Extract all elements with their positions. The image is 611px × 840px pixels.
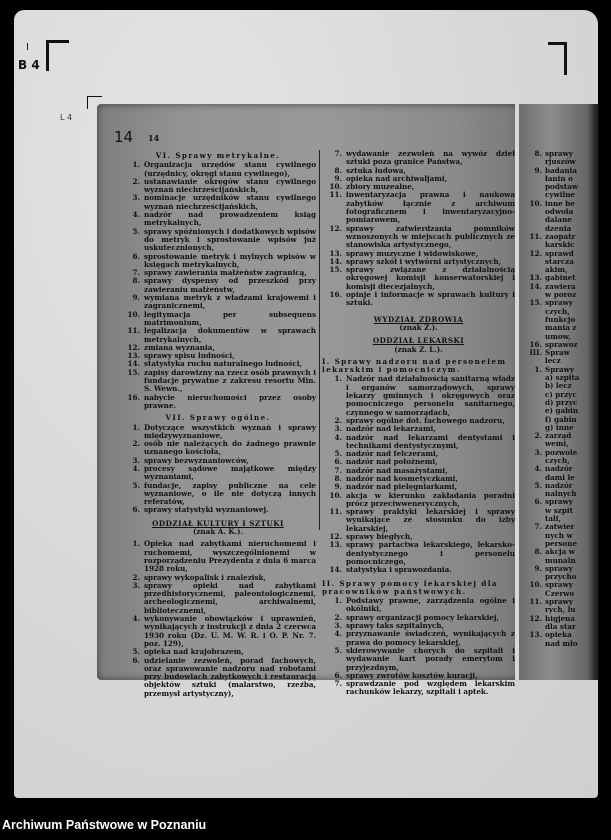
item-text: Spraw xyxy=(545,348,570,358)
list-item xyxy=(120,277,316,294)
item-text: wemi, xyxy=(545,439,569,449)
item-text: persone xyxy=(545,538,578,548)
item-text: nadzór nad lekarzami dentystami i technikami dentystycznymi, xyxy=(346,432,515,450)
item-number: 13. xyxy=(529,273,542,283)
item-number: 1. xyxy=(534,364,542,374)
item-text: sprawy biegłych, xyxy=(346,532,413,542)
item-text: nominacje urzędników stanu cywilnego wyznań niechrześcijańskich, xyxy=(144,193,316,211)
handwritten-page-number: 14 xyxy=(114,128,134,146)
item-text: sprawy związane z działalnością okręgowej komisji konserwatorskiej i komisji diecezjalnych, xyxy=(346,265,515,291)
item-text: czych, xyxy=(545,455,570,465)
item-number: 2. xyxy=(334,612,342,622)
item-text: dla star xyxy=(545,621,576,631)
page-fold xyxy=(515,104,519,680)
section-heading: VI. Sprawy metrykalne. xyxy=(155,151,281,160)
item-number: 15. xyxy=(329,265,342,275)
middle-column xyxy=(322,150,515,697)
item-text: przycho xyxy=(545,572,577,582)
section-heading: I. Sprawy nadzoru nad personelem lekarskim i pomocniczym. xyxy=(322,356,507,375)
item-text: dalane xyxy=(545,215,572,225)
item-text: e) gabin xyxy=(545,406,579,416)
item-number: 2. xyxy=(132,176,140,186)
item-text: skierowywanie chorych do szpitali i wydawanie kart porady emerytom i przyjezdnym, xyxy=(346,645,515,672)
item-text: nadzór nad położnemi, xyxy=(346,457,438,467)
item-number: 10. xyxy=(329,490,342,500)
item-text: rjuszów xyxy=(545,157,576,167)
list-item xyxy=(120,211,316,228)
item-text: Opieka nad zabytkami nieruchomemi i ruchomemi, wyszczególnionemi w rozporządzeniu Prezydenta z dnia 6 marca 1928 roku, xyxy=(144,539,316,574)
section-vii-list xyxy=(120,424,316,515)
item-number: 6. xyxy=(334,670,342,680)
item-text: sprawy zawierania małżeństw zagranicą, xyxy=(144,268,307,278)
list-item xyxy=(322,434,515,451)
item-text: nadzór nad felczerami, xyxy=(346,449,439,459)
item-number: 7. xyxy=(334,679,342,689)
item-number: 3. xyxy=(334,621,342,631)
item-number xyxy=(524,175,545,183)
item-text: zapisy darowizny na rzecz osób prawnych i fundacje prywatne z zakresu resortu Min. S. Wewn., xyxy=(144,367,316,394)
item-number: 3. xyxy=(334,424,342,434)
list-item xyxy=(120,228,316,253)
list-item xyxy=(120,582,316,615)
item-number xyxy=(524,391,545,399)
item-text: funkcjo xyxy=(545,314,576,324)
item-text: sprawy xyxy=(545,580,573,590)
item-text: sprawd xyxy=(545,248,574,258)
item-number xyxy=(524,208,545,216)
item-text: łanin o xyxy=(545,173,573,183)
item-number: 6. xyxy=(132,655,140,665)
mount-label-top: I xyxy=(26,42,29,53)
item-text: sprawy statystyki wyznaniowej. xyxy=(144,505,269,515)
section-vi-list xyxy=(120,161,316,410)
item-number: 5. xyxy=(334,449,342,459)
item-text: nadzór xyxy=(545,464,573,474)
list-item xyxy=(120,465,316,482)
item-text: inne be xyxy=(545,198,575,208)
item-number: 7. xyxy=(334,149,342,158)
item-number: 5. xyxy=(534,480,542,490)
item-text: opieka xyxy=(545,630,572,640)
item-text: dzenia xyxy=(545,223,572,233)
item-text: c) przyc xyxy=(545,389,577,399)
department-code: (znak Z. L.). xyxy=(394,344,443,354)
item-number: 8. xyxy=(334,473,342,483)
department-code: (znak Z.). xyxy=(399,322,438,332)
section-heading: II. Sprawy pomocy lekarskiej dla pracowników państwowych. xyxy=(322,578,498,596)
item-text: w poroz xyxy=(545,290,577,300)
item-text: legitymacja per subsequens matrimonium, xyxy=(144,309,316,327)
item-number: 4. xyxy=(132,210,140,220)
item-text: sprawy xyxy=(545,298,573,308)
item-number: 15. xyxy=(127,367,140,377)
department-title: WYDZIAŁ ZDROWIA xyxy=(373,314,464,324)
printed-page-number: 14 xyxy=(148,133,160,143)
item-text: b) lecz xyxy=(545,381,572,391)
item-text: akcja w xyxy=(545,547,575,557)
item-text: Podstawy prawne, zarządzenia ogólne i okólniki, xyxy=(346,596,515,614)
item-number xyxy=(524,374,545,382)
list-item xyxy=(120,657,316,698)
list-item xyxy=(322,291,515,308)
item-text: tali, xyxy=(545,514,561,524)
item-number xyxy=(524,324,545,332)
item-text: akcja w kierunku zakładania poradni prócz przeciwwenerycznych, xyxy=(346,490,515,508)
item-number xyxy=(524,382,545,390)
list-item xyxy=(322,630,515,647)
item-text: zarząd xyxy=(545,431,572,441)
item-number xyxy=(524,183,545,191)
mount-label-code: B 4 xyxy=(18,58,40,72)
item-number: 11. xyxy=(529,231,542,241)
item-text: w szpit xyxy=(545,505,573,515)
item-text: starcza xyxy=(545,256,574,266)
item-number: III. xyxy=(529,348,542,358)
item-text: f) gabin xyxy=(545,414,577,424)
item-number xyxy=(524,416,545,424)
item-number: 4. xyxy=(132,614,140,624)
item-number: 10. xyxy=(127,309,140,319)
department-code: (znak A. K.). xyxy=(192,527,244,537)
item-text: nad mło xyxy=(545,638,578,648)
item-number: 13. xyxy=(127,351,140,361)
item-text: wymiana metryk z władzami krajowemi i zagranicznemi, xyxy=(144,293,316,311)
item-text: odwoła xyxy=(545,207,574,217)
item-number: 10. xyxy=(329,182,342,192)
item-number: 14. xyxy=(127,359,140,369)
item-text: munaln xyxy=(545,555,576,565)
item-number: 9. xyxy=(132,293,140,303)
right-column-partial xyxy=(524,150,599,648)
item-number: 15. xyxy=(529,298,542,308)
item-text: fundacje, zapisy publiczne na cele wyznaniowe, o ile nie dotyczą innych referatów, xyxy=(144,480,316,507)
item-text: opieka nad archiwaljami, xyxy=(346,173,448,183)
item-text: statystyka ruchu naturalnego ludności, xyxy=(144,359,302,369)
item-number: 1. xyxy=(132,160,140,170)
item-number: 9. xyxy=(534,563,542,573)
item-text: sprawy xyxy=(545,150,573,158)
list-item xyxy=(120,540,316,573)
item-text: sprawy praktyki lekarskiej i sprawy wynikające ze stosunku do izby lekarskiej, xyxy=(346,507,515,533)
item-number: 5. xyxy=(132,480,140,490)
list-item xyxy=(322,541,515,566)
item-number xyxy=(524,316,545,324)
item-number: 9. xyxy=(534,165,542,175)
item-text: sprawy xyxy=(545,497,573,507)
item-number: 12. xyxy=(529,613,542,623)
item-number: 12. xyxy=(329,223,342,233)
item-number: 8. xyxy=(534,150,542,158)
list-item xyxy=(322,266,515,291)
list-item xyxy=(120,327,316,344)
item-number xyxy=(524,399,545,407)
item-number: 11. xyxy=(329,507,342,517)
list-item xyxy=(120,294,316,311)
list-item xyxy=(322,150,515,167)
item-text: umow, xyxy=(545,331,571,341)
item-text: nalnych xyxy=(545,489,577,499)
item-text: Organizacja urzędów stanu cywilnego (urzędnicy, okręgi stanu cywilnego), xyxy=(144,160,316,178)
item-number: 13. xyxy=(329,248,342,258)
item-number: 3. xyxy=(132,580,140,590)
item-number: 8. xyxy=(132,276,140,286)
item-text: d) przyc xyxy=(545,397,578,407)
item-text: sprawy spisu ludności, xyxy=(144,351,235,361)
archive-credit: Archiwum Państwowe w Poznaniu xyxy=(2,818,207,832)
item-number: 1. xyxy=(132,539,140,549)
list-item xyxy=(524,640,599,648)
item-number xyxy=(524,216,545,224)
item-text: nadzór xyxy=(545,480,573,490)
list-item xyxy=(322,597,515,614)
item-number: 4. xyxy=(534,464,542,474)
item-text: sprawy szkół i wytwórni artystycznych, xyxy=(346,256,502,266)
item-number: 14. xyxy=(529,281,542,291)
item-text: nadzór nad masażystami, xyxy=(346,465,448,475)
item-text: sprawy opieki nad zabytkami przedhistorycznemi, paleontologicznemi, archeologicznemi, archiwalnemi, bibliotecznemi, xyxy=(144,580,316,615)
item-number: 2. xyxy=(334,415,342,425)
item-text: Czerwo xyxy=(545,588,575,598)
item-number: 6. xyxy=(132,505,140,515)
item-number: 5. xyxy=(132,647,140,657)
left-column xyxy=(120,150,316,698)
item-text: sprawy ogólne dot. fachowego nadzoru, xyxy=(346,415,505,425)
item-text: zmiana wyznania, xyxy=(144,342,215,352)
item-number: 12. xyxy=(329,532,342,542)
list-item xyxy=(120,615,316,648)
item-text: sprawy xyxy=(545,597,573,607)
item-text: sztuka ludowa, xyxy=(346,165,406,175)
item-text: akim, xyxy=(545,265,568,275)
item-text: udzielanie zezwoleń, porad fachowych, oraz sprawowanie nadzoru nad robotami przy budowlach zabytkowych i restauracją objektów sztuki (malarstwo, rzeźba, przemysł artystyczny), xyxy=(144,655,316,698)
item-text: pozwole xyxy=(545,447,578,457)
list-item xyxy=(120,161,316,178)
department-title: ODDZIAŁ KULTURY I SZTUKI xyxy=(152,518,284,528)
list-item xyxy=(120,394,316,411)
item-text: zatwier xyxy=(545,522,575,532)
item-number: 9. xyxy=(334,482,342,492)
item-text: badania xyxy=(545,165,577,175)
item-number: 4. xyxy=(334,432,342,442)
item-number xyxy=(524,407,545,415)
item-text: mania z xyxy=(545,323,577,333)
item-number: 13. xyxy=(329,540,342,550)
item-text: wydawanie zezwoleń na wywóz dzieł sztuki poza granice Państwa, xyxy=(346,149,515,167)
section-heading: VII. Sprawy ogólne. xyxy=(165,413,271,423)
item-text: a) szpita xyxy=(545,373,580,383)
item-text: karskic xyxy=(545,240,575,250)
item-number: 11. xyxy=(127,326,140,336)
item-text: sprawy partactwa lekarskiego, lekarsko-dentystycznego i personelu pomocniczego, xyxy=(346,540,515,566)
item-number: 1. xyxy=(334,596,342,606)
item-text: sprawdzanie pod względem lekarskim rachunków lekarzy, szpitali i aptek. xyxy=(346,679,515,697)
item-text: osób nie należących do żadnego prawnie uznanego kościoła, xyxy=(144,439,316,457)
list-item xyxy=(120,482,316,507)
item-number: 16. xyxy=(127,392,140,402)
item-text: zbiory muzealne, xyxy=(346,182,415,192)
list-item xyxy=(120,506,316,514)
item-number: 16. xyxy=(329,290,342,300)
item-number: 3. xyxy=(534,447,542,457)
item-text: wykonywanie obowiązków i uprawnień, wynikających z instrukcji z dnia 2 czerwca 1930 roku (Dz. U. M. W. R. i O. P. Nr. 7. poz. 129), xyxy=(144,614,316,648)
item-text: przyznawanie świadczeń, wynikających z prawa do pomocy lekarskiej, xyxy=(346,629,515,647)
item-text: zawiera xyxy=(545,281,576,291)
list-item xyxy=(322,508,515,533)
culture-list-continued xyxy=(322,150,515,308)
list-item xyxy=(322,492,515,509)
list-item xyxy=(322,566,515,574)
item-text: dami le xyxy=(545,472,575,482)
department-title: ODDZIAŁ LEKARSKI xyxy=(372,336,465,346)
item-text: sprawy xyxy=(545,563,573,573)
list-item xyxy=(120,424,316,441)
corner-mark-top-left xyxy=(46,40,69,71)
item-number: 1. xyxy=(334,374,342,384)
item-number: 12. xyxy=(127,342,140,352)
item-number: 2. xyxy=(132,572,140,582)
item-number xyxy=(524,532,545,540)
item-text: nadzór nad kosmetyczkami, xyxy=(346,473,458,483)
item-text: sprawy organizacji pomocy lekarskiej, xyxy=(346,612,499,622)
item-number: 7. xyxy=(132,268,140,278)
item-text: nadzór nad lekarzami, xyxy=(346,424,436,434)
item-text: sprostowanie metryk i mylnych wpisów w księgach metrykalnych, xyxy=(144,251,316,269)
item-number: 11. xyxy=(529,597,542,607)
item-text: legalizacja dokumentów w sprawach metrykalnych, xyxy=(144,326,316,344)
list-item xyxy=(322,647,515,672)
item-text: Sprawy xyxy=(545,364,575,374)
item-number: 6. xyxy=(132,251,140,261)
item-number: 10. xyxy=(529,198,542,208)
item-text: nadzór nad prowadzeniem ksiąg metrykalnych, xyxy=(144,210,316,228)
item-number: 14. xyxy=(329,256,342,266)
item-number xyxy=(524,640,545,648)
item-number: 9. xyxy=(334,173,342,183)
item-text: nabycie nieruchomości przez osoby prawne. xyxy=(144,392,316,410)
item-number: 2. xyxy=(534,431,542,441)
item-number: 7. xyxy=(534,522,542,532)
list-item xyxy=(322,680,515,697)
item-number: 1. xyxy=(132,422,140,432)
item-text: gabinet xyxy=(545,273,576,283)
item-number: 7. xyxy=(334,465,342,475)
item-text: nadzór nad pielęgniarkami, xyxy=(346,482,458,492)
item-number xyxy=(524,258,545,266)
list-item xyxy=(120,440,316,457)
item-text: sprawy taks szpitalnych, xyxy=(346,621,444,631)
item-text: Nadzór nad działalnością sanitarną władz i organów samorządowych, sprawy lekarzy gminnych i okręgowych oraz pomocniczego personelu sanitarnego, czynnego w samorządach, xyxy=(346,374,515,417)
corner-mark-top-right xyxy=(548,42,567,75)
item-text: sprawy zatwierdzania pomników wznoszonych w miejscach publicznych ze stanowiska artystycznego, xyxy=(346,223,515,250)
item-number: 8. xyxy=(534,547,542,557)
item-text: sprawy zwrotów kosztów kuracji, xyxy=(346,670,478,680)
item-number: 10. xyxy=(529,580,542,590)
item-number: 16. xyxy=(529,339,542,349)
item-text: g) inne xyxy=(545,422,574,432)
item-text: sprawoz xyxy=(545,339,578,349)
item-text: sprawy wykopalisk i znalezisk, xyxy=(144,572,267,582)
item-text: czych, xyxy=(545,306,570,316)
list-item xyxy=(322,225,515,250)
item-number: 6. xyxy=(534,497,542,507)
item-number: 11. xyxy=(329,190,342,200)
item-number: 5. xyxy=(334,645,342,655)
item-text: rych, lu xyxy=(545,605,576,615)
item-text: opieka nad krajobrazem, xyxy=(144,647,244,657)
item-text: sprawy bezwyznaniowców, xyxy=(144,455,249,465)
medical-section-ii-list xyxy=(322,597,515,697)
list-item xyxy=(524,349,599,357)
medical-section-i-list xyxy=(322,375,515,574)
item-number: 14. xyxy=(329,565,342,575)
list-item xyxy=(120,178,316,195)
item-text: opinje i informacje w sprawach kultury i sztuki. xyxy=(346,290,515,308)
item-number: 4. xyxy=(334,629,342,639)
item-text: inwentaryzacja prawna i naukowa zabytków łącznie z archiwum fotograficznem i inwentaryzacyjno-pomiarowem, xyxy=(346,190,515,225)
item-number xyxy=(524,507,545,515)
item-text: statystyka i sprawozdania. xyxy=(346,565,452,575)
list-item xyxy=(120,311,316,328)
item-number: 3. xyxy=(132,193,140,203)
item-text: nych w xyxy=(545,530,573,540)
item-text: ustanawianie okręgów stanu cywilnego wyznań niechrześcijańskich, xyxy=(144,176,316,195)
item-text: zaopatr xyxy=(545,231,576,241)
item-text: lecz xyxy=(545,356,561,366)
item-number: 4. xyxy=(132,463,140,473)
item-text: Dotyczące wszystkich wyznań i sprawy międzywyznaniowe, xyxy=(144,422,316,440)
mount-label-inner: L 4 xyxy=(60,113,73,122)
item-text: cywilne xyxy=(545,190,575,200)
item-text: sprawy spóźnionych i dodatkowych wpisów do metryk i sprostowanie wpisów już uskutecznionych, xyxy=(144,226,316,253)
item-text: sprawy dyspensy od przeszkód przy zawieraniu małżeństw, xyxy=(144,276,316,294)
item-number: 6. xyxy=(334,457,342,467)
item-text: podstaw xyxy=(545,182,579,192)
list-item xyxy=(322,375,515,416)
list-item xyxy=(120,194,316,211)
item-text: sprawy muzyczne i widowiskowe, xyxy=(346,248,479,258)
list-item xyxy=(120,253,316,270)
list-item xyxy=(322,191,515,224)
item-number: 5. xyxy=(132,226,140,236)
item-number: 3. xyxy=(132,455,140,465)
item-number: 12. xyxy=(529,248,542,258)
item-number: 13. xyxy=(529,630,542,640)
culture-list xyxy=(120,540,316,698)
list-item xyxy=(120,369,316,394)
item-text: higjena xyxy=(545,613,576,623)
list-item xyxy=(524,507,599,515)
column-divider xyxy=(319,150,320,530)
item-text: procesy sądowe majątkowe między wyznaniami, xyxy=(144,463,316,482)
item-number: 2. xyxy=(132,439,140,449)
item-number: 8. xyxy=(334,165,342,175)
item-number xyxy=(524,308,545,316)
